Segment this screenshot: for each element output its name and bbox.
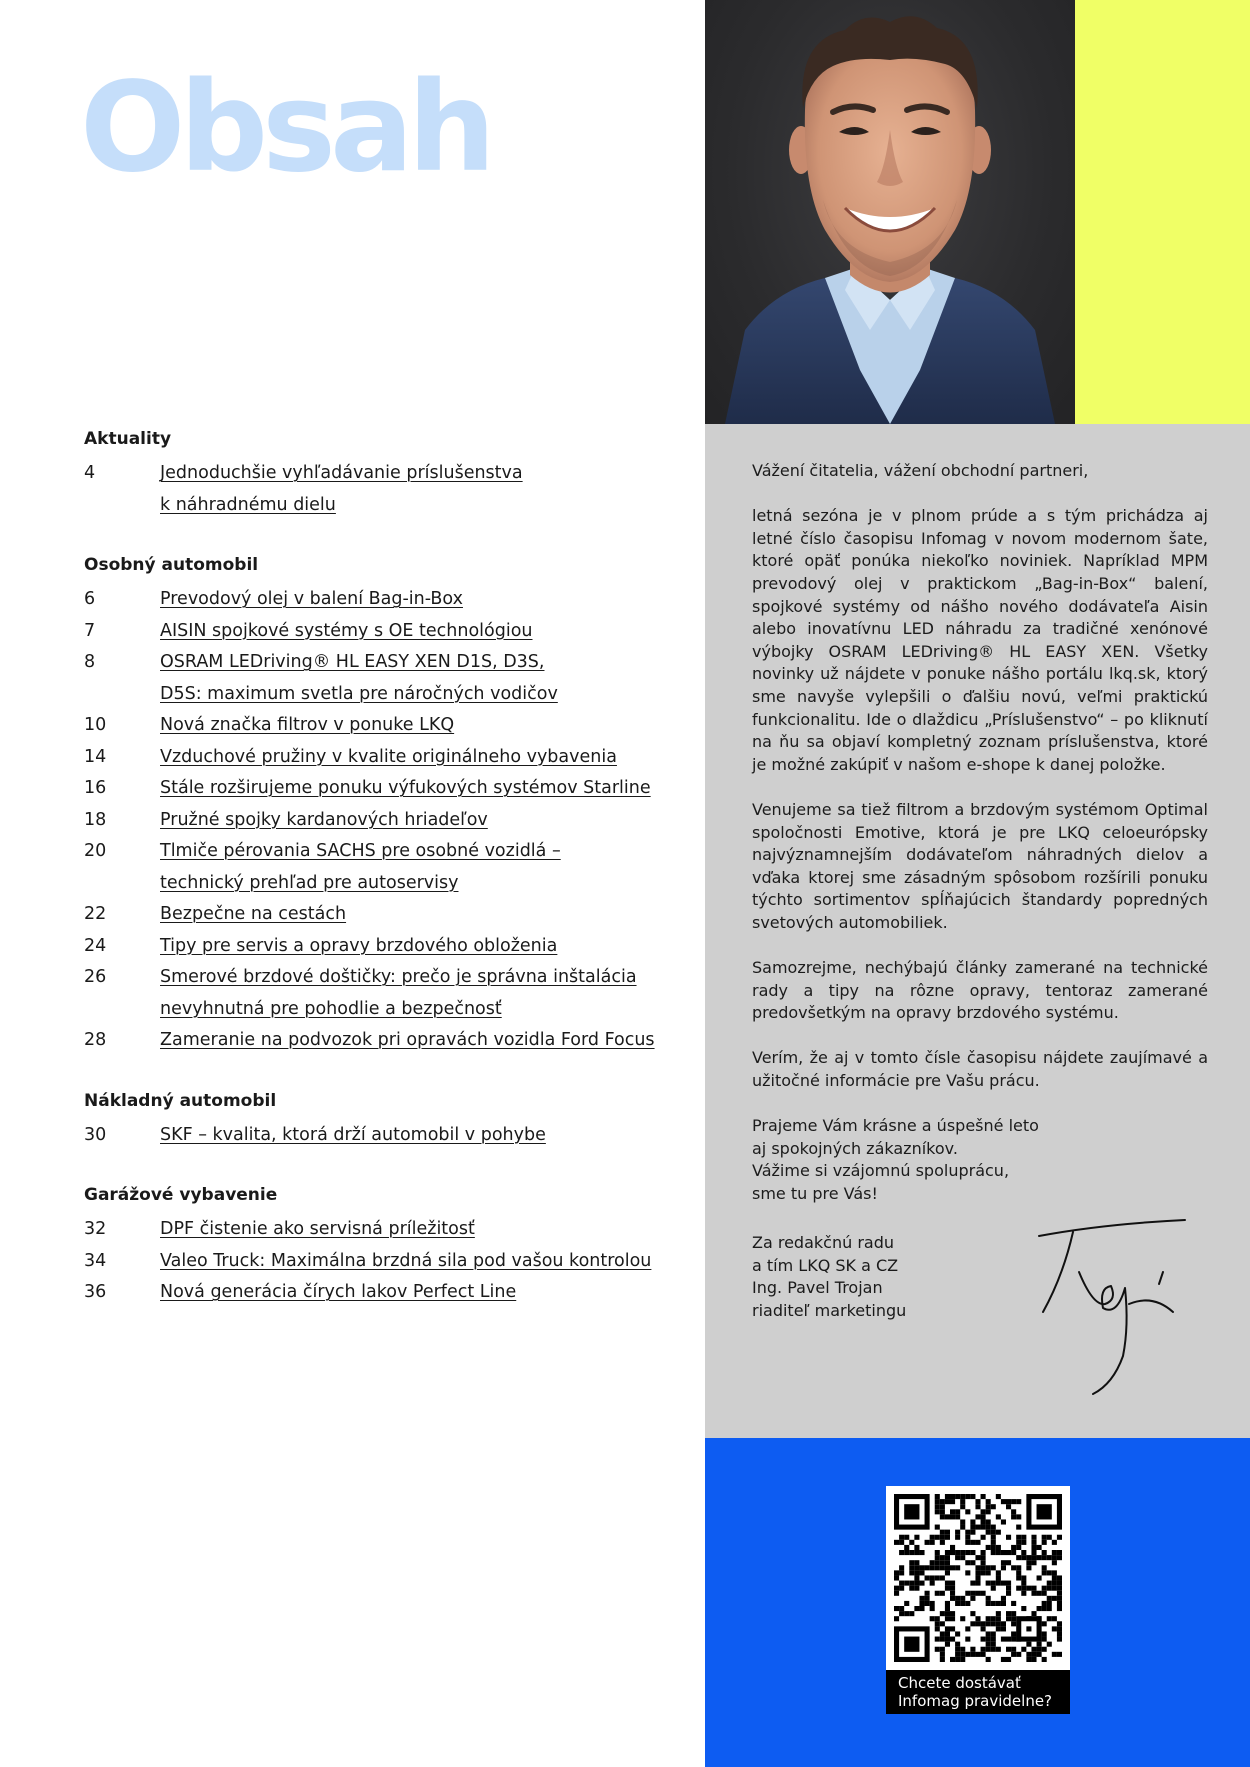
toc-entry[interactable] (84, 1246, 684, 1278)
toc-article-link[interactable]: Nová značka filtrov v ponuke LKQ (160, 715, 455, 735)
signature-line: Za redakčnú radu (752, 1233, 894, 1252)
toc-entry[interactable] (84, 458, 684, 521)
letter-paragraph: Verím, že aj v tomto čísle časopisu nájdete zaujímavé a užitočné informácie pre Vašu prácu. (752, 1048, 1208, 1091)
toc-section (84, 552, 684, 1057)
table-of-contents (84, 426, 684, 1340)
letter-paragraph: Samozrejme, nechýbajú články zamerané na technické rady a tipy na rôzne opravy, tentoraz zamerané predovšetkým na opravy brzdového systému. (752, 958, 1208, 1023)
toc-page-number: 10 (84, 715, 107, 735)
toc-section (84, 1182, 684, 1309)
signature-block (752, 1232, 906, 1322)
toc-entry[interactable] (84, 962, 684, 1025)
toc-article-link[interactable]: OSRAM LEDriving® HL EASY XEN D1S, D3S, D5S: maximum svetla pre náročných vodičov (160, 652, 558, 704)
toc-article-link[interactable]: SKF – kvalita, ktorá drží automobil v pohybe (160, 1124, 546, 1145)
toc-entry[interactable] (84, 584, 684, 616)
toc-article-link[interactable]: Nová generácia čírych lakov Perfect Line (160, 1282, 517, 1302)
letter-body (752, 460, 1208, 1206)
toc-article-link[interactable]: Prevodový olej v balení Bag-in-Box (160, 589, 463, 609)
toc-article-link[interactable]: Smerové brzdové doštičky: prečo je správna inštalácia nevyhnutná pre pohodlie a bezpečnosť (160, 967, 637, 1019)
toc-page-number: 8 (84, 652, 96, 672)
qr-caption-line: Chcete dostávať (898, 1674, 1021, 1692)
toc-page-number: 28 (84, 1030, 107, 1050)
toc-entry[interactable] (84, 710, 684, 742)
toc-article-link[interactable]: Tipy pre servis a opravy brzdového obloženia (160, 935, 558, 956)
handwritten-signature (1033, 1216, 1193, 1396)
toc-section (84, 426, 684, 521)
toc-page-number: 18 (84, 809, 107, 830)
toc-page-number: 22 (84, 904, 107, 924)
subscribe-qr-code[interactable] (886, 1486, 1070, 1714)
toc-page-number: 24 (84, 935, 107, 956)
letter-closing (752, 1115, 1208, 1205)
toc-entry[interactable] (84, 931, 684, 963)
toc-article-link[interactable]: Vzduchové pružiny v kvalite originálneho vybavenia (160, 746, 617, 767)
toc-entry[interactable] (84, 1214, 684, 1246)
toc-article-link[interactable]: Pružné spojky kardanových hriadeľov (160, 809, 488, 830)
toc-entry[interactable] (84, 899, 684, 931)
letter-greeting: Vážení čitatelia, vážení obchodní partneri, (752, 461, 1089, 480)
toc-entry[interactable] (84, 1025, 684, 1057)
toc-section-heading: Osobný automobil (84, 555, 259, 575)
toc-entry[interactable] (84, 773, 684, 805)
toc-section-heading: Nákladný automobil (84, 1090, 277, 1111)
toc-section (84, 1088, 684, 1152)
toc-page-number: 4 (84, 463, 96, 483)
toc-article-link[interactable]: Tlmiče pérovania SACHS pre osobné vozidlá – technický prehľad pre autoservisy (160, 841, 561, 893)
qr-caption-line: Infomag pravidelne? (898, 1692, 1053, 1710)
portrait-illustration (705, 0, 1075, 424)
signature-line: Ing. Pavel Trojan (752, 1278, 883, 1298)
qr-code-icon (894, 1494, 1062, 1662)
toc-section-heading: Aktuality (84, 429, 172, 449)
signature-line: riaditeľ marketingu (752, 1300, 907, 1320)
closing-line: Vážime si vzájomnú spoluprácu, (752, 1161, 1010, 1181)
qr-panel (705, 1438, 1250, 1767)
toc-article-link[interactable]: Zameranie na podvozok pri opravách vozidla Ford Focus (160, 1030, 655, 1050)
toc-page-number: 26 (84, 967, 107, 987)
closing-line: sme tu pre Vás! (752, 1184, 878, 1203)
toc-page-number: 7 (84, 620, 96, 641)
author-photo (705, 0, 1075, 424)
toc-article-link[interactable]: Valeo Truck: Maximálna brzdná sila pod vašou kontrolou (160, 1250, 652, 1271)
page-title: Obsah (80, 56, 490, 200)
toc-page-number: 36 (84, 1282, 107, 1302)
qr-caption (886, 1670, 1070, 1714)
toc-page-number: 6 (84, 589, 96, 609)
toc-page-number: 34 (84, 1250, 107, 1271)
toc-article-link[interactable]: AISIN spojkové systémy s OE technológiou (160, 620, 533, 641)
toc-entry[interactable] (84, 1277, 684, 1309)
toc-page-number: 16 (84, 778, 107, 798)
toc-entry[interactable] (84, 742, 684, 774)
toc-entry[interactable] (84, 805, 684, 837)
toc-page-number: 32 (84, 1219, 107, 1239)
toc-entry[interactable] (84, 647, 684, 710)
closing-line: aj spokojných zákazníkov. (752, 1138, 958, 1158)
accent-panel (1075, 0, 1250, 424)
toc-entry[interactable] (84, 836, 684, 899)
letter-paragraph: letná sezóna je v plnom prúde a s tým prichádza aj letné číslo časopisu Infomag v novom modernom šate, ktoré opäť ponúka niekoľko noviniek. Napríklad MPM prevodový olej v praktickom „Bag-in-Box“ balení, spojkové systémy od nášho nového dodávateľa Aisin alebo inovatívnu LED náhradu za tradičné xenónové výbojky OSRAM LEDriving® HL EASY XEN. Všetky novinky už nájdete v ponuke nášho portálu lkq.sk, ktorý sme navyše vylepšili o ďalšiu novú, veľmi praktickú funkcionalitu. Ide o dlaždicu „Príslušenstvo“ – po kliknutí na ňu sa objaví kompletný zoznam príslušenstva, ktoré je možné zakúpiť v našom e-shope k danej položke. (752, 506, 1208, 774)
toc-page-number: 30 (84, 1124, 107, 1145)
toc-article-link[interactable]: Jednoduchšie vyhľadávanie príslušenstva k náhradnému dielu (160, 463, 523, 515)
toc-article-link[interactable]: DPF čistenie ako servisná príležitosť (160, 1219, 475, 1239)
toc-entry[interactable] (84, 616, 684, 648)
toc-entry[interactable] (84, 1120, 684, 1152)
letter-paragraph: Venujeme sa tiež filtrom a brzdovým systémom Optimal spoločnosti Emotive, ktorá je pre LKQ celoeurópsky najvýznamnejším dodávateľom náhradných dielov a vďaka ktorej sme zásadným spôsobom rozšírili ponuku týchto sortimentov spĺňajúcich štandardy popredných svetových automobiliek. (752, 799, 1208, 932)
closing-line: Prajeme Vám krásne a úspešné leto (752, 1116, 1039, 1136)
toc-article-link[interactable]: Bezpečne na cestách (160, 904, 347, 924)
toc-page-number: 14 (84, 746, 107, 767)
editorial-letter (705, 424, 1250, 1438)
toc-page-number: 20 (84, 841, 107, 861)
toc-article-link[interactable]: Stále rozširujeme ponuku výfukových systémov Starline (160, 778, 651, 798)
signature-line: a tím LKQ SK a CZ (752, 1255, 899, 1275)
toc-section-heading: Garážové vybavenie (84, 1185, 278, 1205)
